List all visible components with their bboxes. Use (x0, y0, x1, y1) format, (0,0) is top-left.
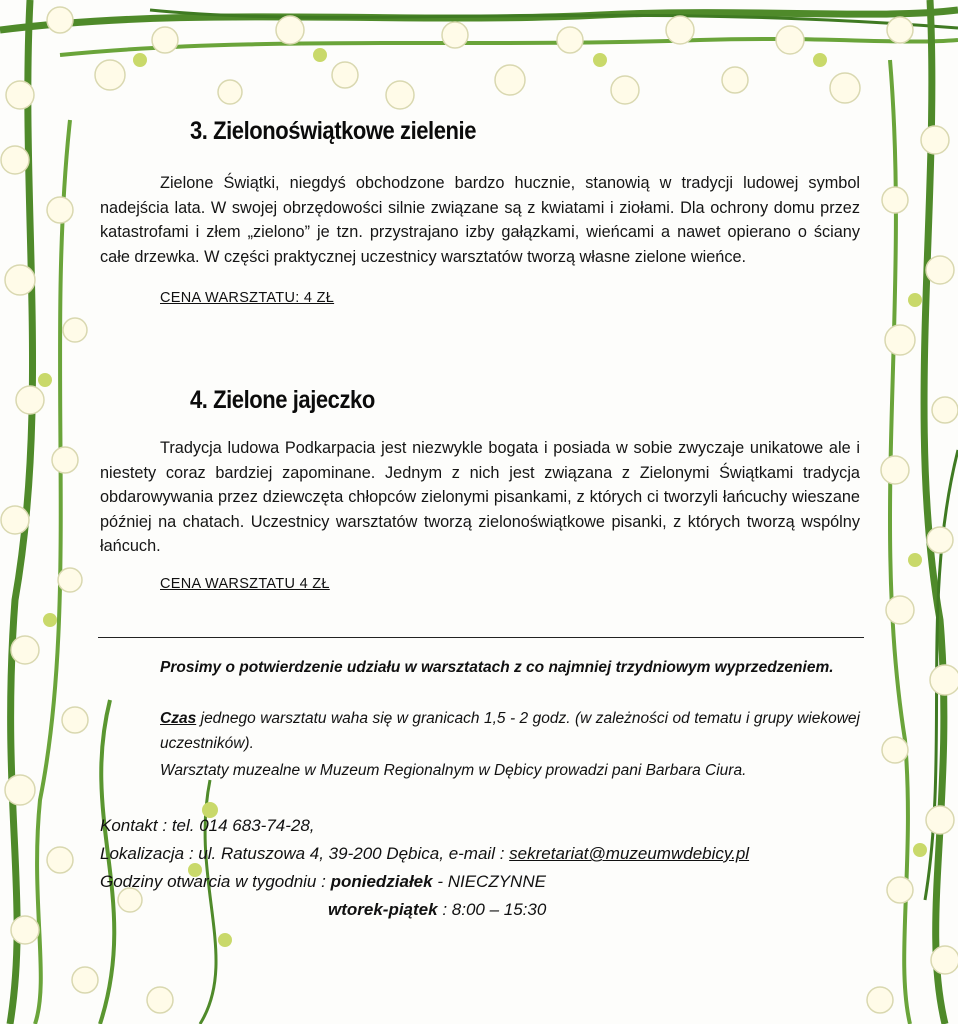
closed-day: poniedziałek (330, 872, 433, 891)
section-3-title: 3. Zielonoświątkowe zielenie (190, 117, 476, 145)
confirmation-note (160, 656, 860, 681)
location-text: Lokalizacja : ul. Ratuszowa 4, 39-200 Dębica, e-mail : (100, 844, 510, 863)
open-time: : 8:00 – 15:30 (437, 900, 547, 919)
section-3-price: CENA WARSZTATU: 4 ZŁ (160, 290, 335, 306)
duration-note (160, 707, 860, 756)
closed-text: - NIECZYNNE (432, 872, 546, 891)
confirmation-text: Prosimy o potwierdzenie udziału w warsztatach z co najmniej trzydniowym wyprzedzeniem. (160, 659, 834, 676)
opening-hours (100, 868, 546, 895)
hours-label: Godziny otwarcia w tygodniu : (100, 872, 331, 891)
section-4-price: CENA WARSZTATU 4 ZŁ (160, 576, 330, 592)
duration-text: jednego warsztatu waha się w granicach 1,5 - 2 godz. (w zależności od tematu i grupy wiekowej uczestników). (160, 710, 860, 752)
section-3-paragraph: Zielone Świątki, niegdyś obchodzone bardzo hucznie, stanowią w tradycji ludowej symbol nadejścia lata. W swojej obrzędowości silnie związane są z kwiatami i ziołami. Dla ochrony domu przez katastrofami i złem „zielono” je tzn. przystrajano izby gałązkami, wieńcami a nawet opierano o ściany całe drzewka. W części praktycznej uczestnicy warsztatów tworzą własne zielone wieńce. (100, 174, 860, 266)
section-4-title: 4. Zielone jajeczko (190, 386, 375, 414)
email-link[interactable]: sekretariat@muzeumwdebicy.pl (509, 844, 750, 863)
divider (98, 637, 864, 638)
leader-note: Warsztaty muzealne w Muzeum Regionalnym w Dębicy prowadzi pani Barbara Ciura. (160, 762, 747, 779)
duration-label: Czas (160, 710, 197, 727)
open-days: wtorek-piątek (328, 900, 438, 919)
section-4-paragraph: Tradycja ludowa Podkarpacia jest niezwykle bogata i posiada w sobie zwyczaje unikatowe ale i niestety coraz bardziej zapominane. Jednym z nich jest związana z Zielonymi Świątkami tradycja obdarowywania przez dziewczęta chłopców zielonymi pisankami, z których ci tworzyli łańcuchy wieszane później na chatach. Uczestnicy warsztatów tworzą zielonoświątkowe pisanki, z których tworzą wspólny łańcuch. (100, 439, 860, 555)
contact-phone: Kontakt : tel. 014 683-74-28, (100, 816, 315, 835)
open-hours (328, 896, 546, 923)
contact-location (100, 840, 749, 867)
